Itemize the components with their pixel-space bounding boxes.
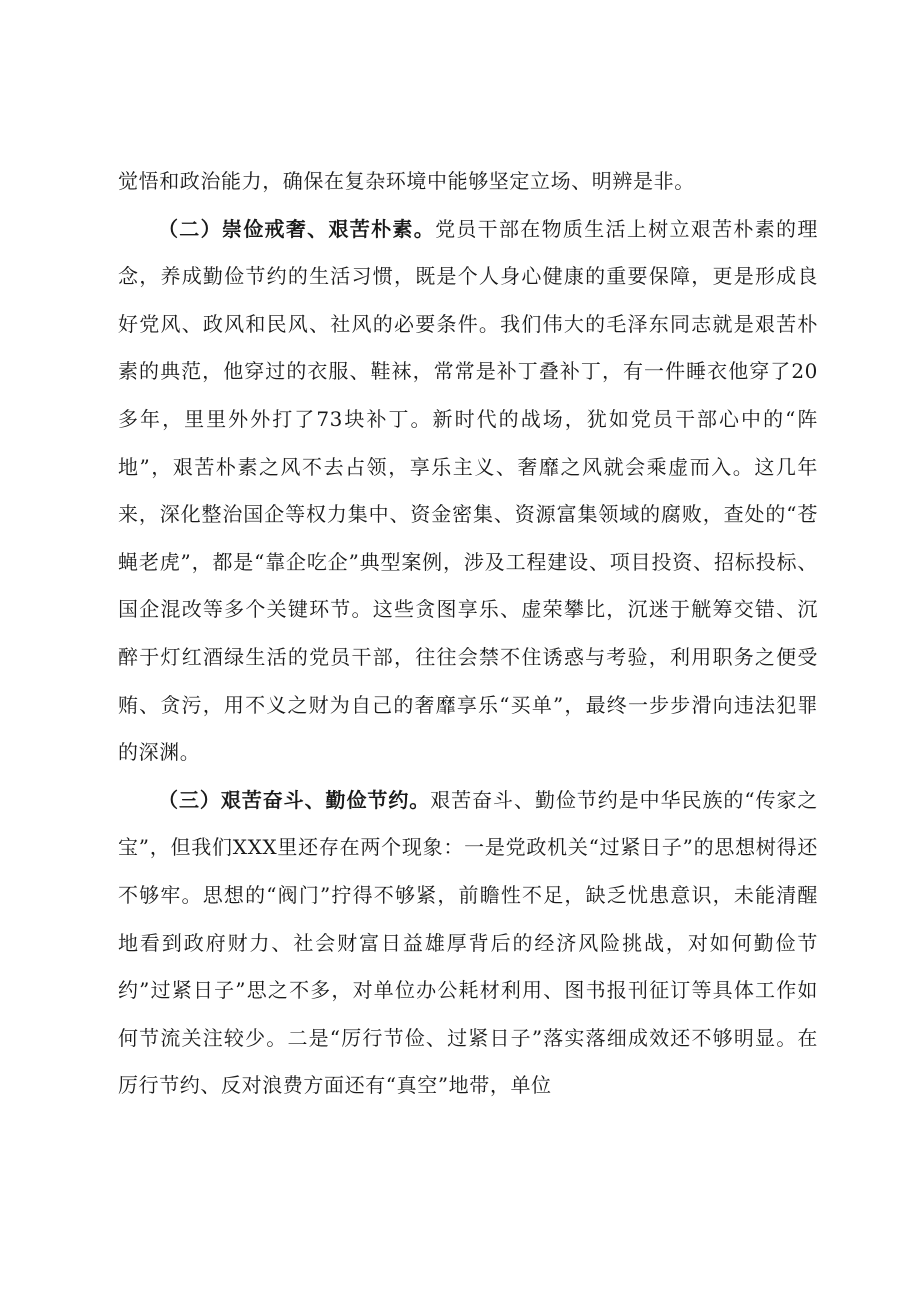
paragraph-continuation: [118, 158, 818, 206]
paragraph-text: 觉悟和政治能力，确保在复杂环境中能够坚定立场、明辨是非。: [118, 169, 695, 193]
paragraph-text: 艰苦奋斗、勤俭节约是中华民族的“传家之宝”，但我们XXX里还存在两个现象：一是党政机关“过紧日子”的思想树得还不够牢。思想的“阀门”拧得不够紧，前瞻性不足，缺乏忧患意识，未能清醒地看到政府财力、社会财富日益雄厚背后的经济风险挑战，对如何勤俭节约”过紧日子”思之不多，对单位办公耗材利用、图书报刊征订等具体工作如何节流关注较少。二是“厉行节俭、过紧日子”落实落细成效还不够明显。在厉行节约、反对浪费方面还有“真空”地带，单位: [118, 787, 818, 1098]
paragraph-text: 党员干部在物质生活上树立艰苦朴素的理念，养成勤俭节约的生活习惯，既是个人身心健康的重要保障，更是形成良好党风、政风和民风、社风的必要条件。我们伟大的毛泽东同志就是艰苦朴素的典范，他穿过的衣服、鞋袜，常常是补丁叠补丁，有一件睡衣他穿了20多年，里里外外打了73块补丁。新时代的战场，犹如党员干部心中的“阵地”，艰苦朴素之风不去占领，享乐主义、奢靡之风就会乘虚而入。这几年来，深化整治国企等权力集中、资金密集、资源富集领域的腐败，查处的“苍蝇老虎”，都是“靠企吃企”典型案例，涉及工程建设、项目投资、招标投标、国企混改等多个关键环节。这些贪图享乐、虚荣攀比，沉迷于觥筹交错、沉醉于灯红酒绿生活的党员干部，往往会禁不住诱惑与考验，利用职务之便受贿、贪污，用不义之财为自己的奢靡享乐“买单”，最终一步步滑向违法犯罪的深渊。: [118, 216, 818, 765]
document-body: [118, 158, 818, 1110]
paragraph-section-2: [118, 206, 818, 777]
section-heading-3: （三）艰苦奋斗、勤俭节约。: [158, 787, 431, 812]
paragraph-section-3: [118, 777, 818, 1110]
section-heading-2: （二）崇俭戒奢、艰苦朴素。: [158, 216, 436, 241]
